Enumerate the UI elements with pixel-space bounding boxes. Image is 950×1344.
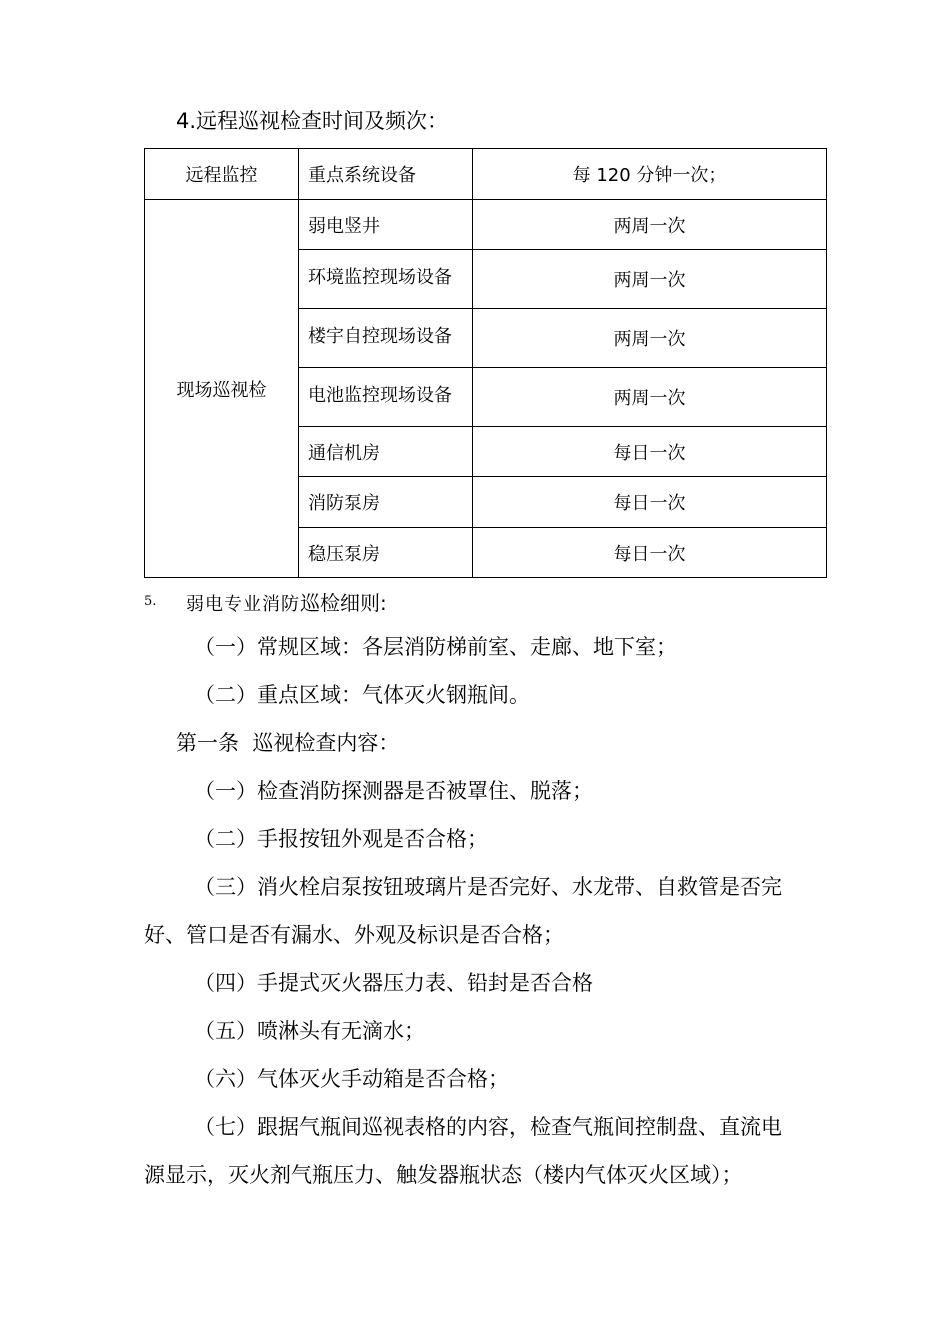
paragraph-item-3-line-2: 好、管口是否有漏水、外观及标识是否合格； <box>144 923 564 947</box>
paragraph-item-4: （四）手提式灭火器压力表、铅封是否合格 <box>194 971 593 995</box>
item-cell: 稳压泵房 <box>299 528 473 578</box>
section-5-title-part-b: 巡检细则: <box>300 591 387 615</box>
section-5-number: 5. <box>144 594 157 609</box>
article-one-heading: 第一条 巡视检查内容： <box>176 731 400 755</box>
frequency-cell: 每日一次 <box>473 477 827 528</box>
category-onsite: 现场巡视检 <box>145 200 299 578</box>
paragraph-item-1: （一）检查消防探测器是否被罩住、脱落； <box>194 779 593 803</box>
item-cell: 重点系统设备 <box>299 149 473 200</box>
frequency-cell: 两周一次 <box>473 250 827 309</box>
paragraph-item-7-line-1: （七）跟据气瓶间巡视表格的内容，检查气瓶间控制盘、直流电 <box>194 1115 782 1139</box>
item-cell: 通信机房 <box>299 427 473 477</box>
paragraph-key-areas: （二）重点区域：气体灭火钢瓶间。 <box>194 683 530 707</box>
paragraph-item-3-line-1: （三）消火栓启泵按钮玻璃片是否完好、水龙带、自救管是否完 <box>194 875 782 899</box>
section-5-heading <box>186 588 387 620</box>
frequency-cell: 两周一次 <box>473 200 827 250</box>
paragraph-item-5: （五）喷淋头有无滴水； <box>194 1019 425 1043</box>
item-cell: 环境监控现场设备 <box>299 250 473 309</box>
table-row <box>145 149 827 200</box>
item-cell: 弱电竖井 <box>299 200 473 250</box>
item-cell: 电池监控现场设备 <box>299 368 473 427</box>
frequency-cell: 每 120 分钟一次； <box>473 149 827 200</box>
item-cell: 消防泵房 <box>299 477 473 528</box>
inspection-frequency-table <box>144 148 827 578</box>
item-cell: 楼宇自控现场设备 <box>299 309 473 368</box>
paragraph-regular-areas: （一）常规区域：各层消防梯前室、走廊、地下室； <box>194 635 677 659</box>
section-5-title-part-a: 弱电专业消防 <box>186 594 300 615</box>
frequency-cell: 两周一次 <box>473 309 827 368</box>
frequency-cell: 两周一次 <box>473 368 827 427</box>
frequency-cell: 每日一次 <box>473 528 827 578</box>
frequency-cell: 每日一次 <box>473 427 827 477</box>
category-remote: 远程监控 <box>145 149 299 200</box>
section-4-heading: 4.远程巡视检查时间及频次： <box>176 109 449 133</box>
paragraph-item-7-line-2: 源显示，灭火剂气瓶压力、触发器瓶状态（楼内气体灭火区域）； <box>144 1163 743 1187</box>
paragraph-item-6: （六）气体灭火手动箱是否合格； <box>194 1067 509 1091</box>
paragraph-item-2: （二）手报按钮外观是否合格； <box>194 827 488 851</box>
table-row <box>145 200 827 250</box>
